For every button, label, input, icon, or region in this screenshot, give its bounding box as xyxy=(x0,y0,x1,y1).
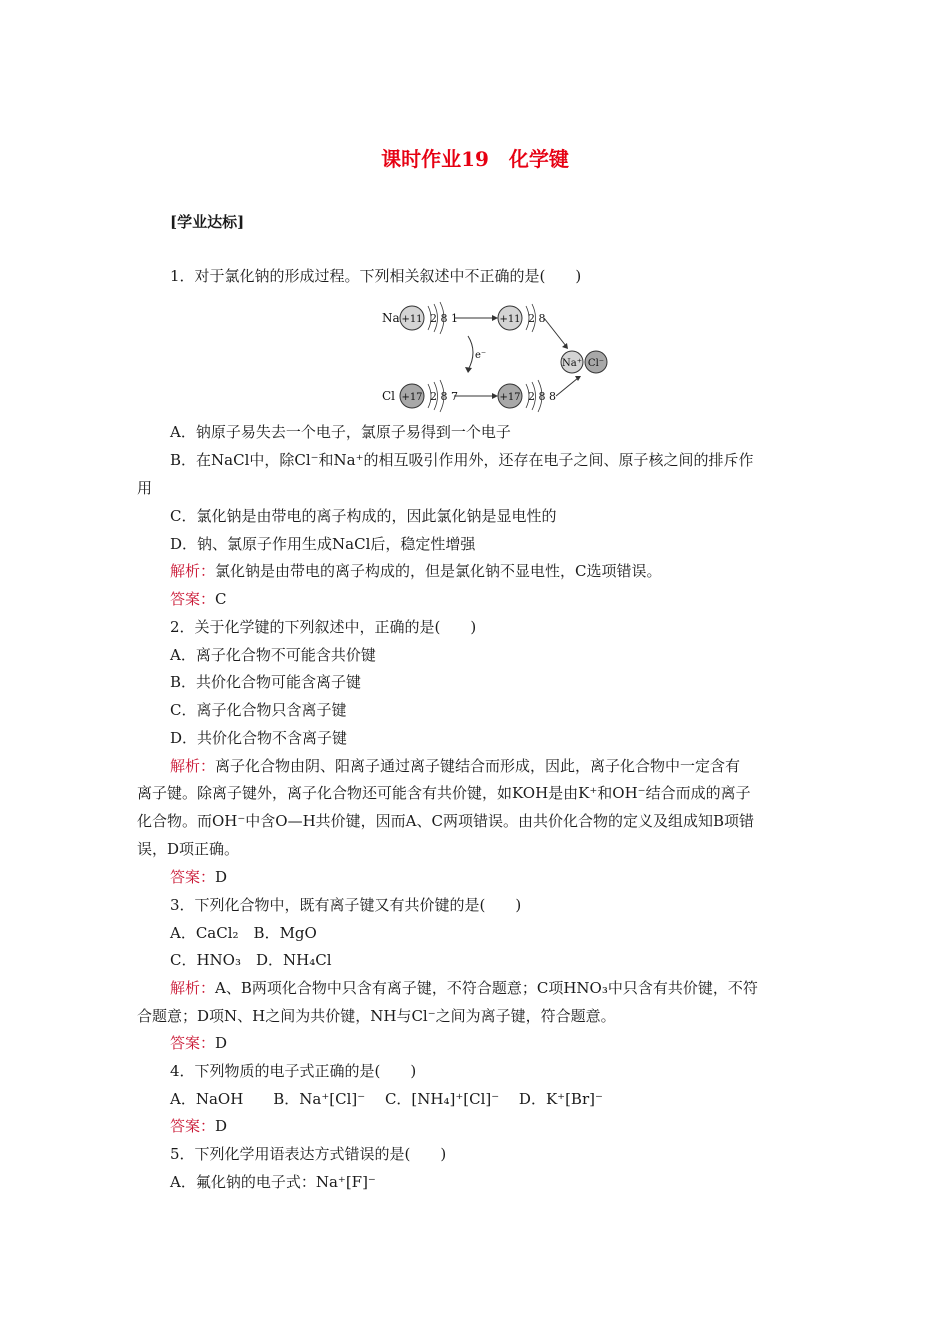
cl-ion-label: Cl⁻ xyxy=(587,358,605,369)
question-3: 3．下列化合物中，既有离子键又有共价键的是( ) xyxy=(170,896,522,914)
option-2b: B．共价化合物可能含离子键 xyxy=(170,673,362,691)
cl-shells: 2 8 7 xyxy=(430,390,458,403)
answer-3: 答案：D xyxy=(170,1034,228,1052)
option-1a: A．钠原子易失去一个电子，氯原子易得到一个电子 xyxy=(170,423,511,441)
sodium-chloride-formation-diagram xyxy=(378,296,618,414)
analysis-3-cont: 合题意；D项N、H之间为共价键，NH与Cl⁻之间为离子键，符合题意。 xyxy=(137,1007,616,1025)
options-3ab: A．CaCl₂ B．MgO xyxy=(170,924,317,942)
answer-label: 答案： xyxy=(170,1117,216,1135)
analysis-2-cont2: 化合物。而OH⁻中含O—H共价键，因而A、C两项错误。由共价化合物的定义及组成知B项错 xyxy=(137,812,755,830)
answer-label: 答案： xyxy=(170,590,216,608)
question-5: 5．下列化学用语表达方式错误的是( ) xyxy=(170,1145,447,1163)
analysis-2-cont1: 离子键。除离子键外，离子化合物还可能含有共价键，如KOH是由K⁺和OH⁻结合而成的离子 xyxy=(137,784,751,802)
cl-ion-nucleus: +17 xyxy=(499,392,521,403)
options-3cd: C．HNO₃ D．NH₄Cl xyxy=(170,951,332,969)
na-ion-shells: 2 8 xyxy=(528,312,546,325)
analysis-label: 解析： xyxy=(170,979,216,997)
question-2: 2．关于化学键的下列叙述中，正确的是( ) xyxy=(170,618,477,636)
answer-label: 答案： xyxy=(170,1034,216,1052)
answer-label: 答案： xyxy=(170,868,216,886)
na-nucleus: +11 xyxy=(401,314,423,325)
na-atom-label: Na xyxy=(382,311,400,325)
analysis-2: 解析：离子化合物由阴、阳离子通过离子键结合而形成，因此，离子化合物中一定含有 xyxy=(170,757,741,775)
na-ion-label: Na⁺ xyxy=(562,358,582,369)
na-shells: 2 8 1 xyxy=(430,312,458,325)
option-1c: C．氯化钠是由带电的离子构成的，因此氯化钠是显电性的 xyxy=(170,507,557,525)
answer-4: 答案：D xyxy=(170,1117,228,1135)
option-2d: D．共价化合物不含离子键 xyxy=(170,729,348,747)
analysis-2-cont3: 误，D项正确。 xyxy=(137,840,240,858)
option-5a: A．氟化钠的电子式：Na⁺[F]⁻ xyxy=(170,1173,376,1191)
cl-ion-shells: 2 8 8 xyxy=(528,390,556,403)
option-2c: C．离子化合物只含离子键 xyxy=(170,701,347,719)
option-1b-cont: 用 xyxy=(137,479,153,497)
cl-nucleus: +17 xyxy=(401,392,423,403)
answer-2: 答案：D xyxy=(170,868,228,886)
analysis-3: 解析：A、B两项化合物中只含有离子键，不符合题意；C项HNO₃中只含有共价键，不符 xyxy=(170,979,758,997)
answer-1: 答案：C xyxy=(170,590,227,608)
option-1b: B．在NaCl中，除Cl⁻和Na⁺的相互吸引作用外，还存在电子之间、原子核之间的排斥作 xyxy=(170,451,754,469)
analysis-label: 解析： xyxy=(170,757,216,775)
cl-atom-label: Cl xyxy=(382,389,396,403)
electron-transfer-label: e⁻ xyxy=(475,350,487,361)
analysis-1: 解析：氯化钠是由带电的离子构成的，但是氯化钠不显电性，C选项错误。 xyxy=(170,562,662,580)
question-1: 1．对于氯化钠的形成过程。下列相关叙述中不正确的是( ) xyxy=(170,267,582,285)
section-heading: [学业达标] xyxy=(170,213,245,231)
question-4: 4．下列物质的电子式正确的是( ) xyxy=(170,1062,417,1080)
analysis-label: 解析： xyxy=(170,562,216,580)
na-ion-nucleus: +11 xyxy=(499,314,521,325)
page-title: 课时作业19 化学键 xyxy=(381,147,569,171)
options-4: A．NaOH B．Na⁺[Cl]⁻ C．[NH₄]⁺[Cl]⁻ D．K⁺[Br]⁻ xyxy=(170,1090,603,1108)
option-1d: D．钠、氯原子作用生成NaCl后，稳定性增强 xyxy=(170,535,476,553)
option-2a: A．离子化合物不可能含共价键 xyxy=(170,646,376,664)
